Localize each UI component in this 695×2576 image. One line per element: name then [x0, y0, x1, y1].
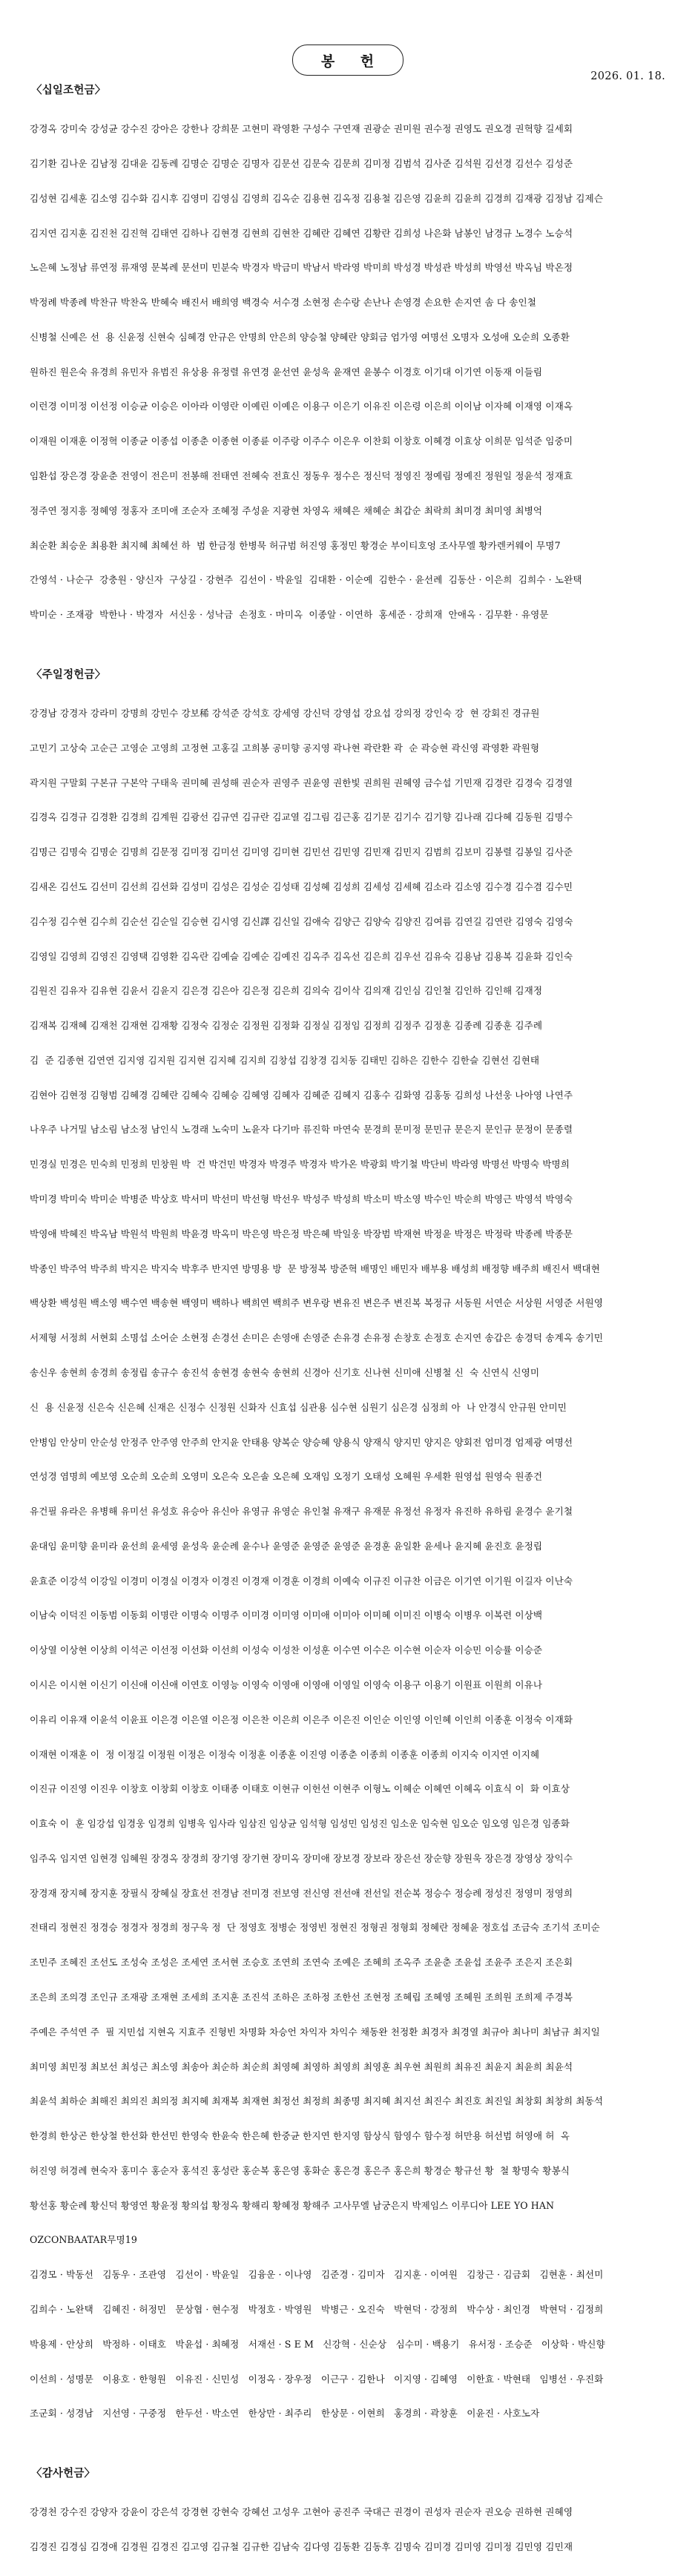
- name-row: 최윤석 최하순 최해진 최의진 최의정 최지혜 최재복 최재현 최정선 최정희 최종명 최지혜 최지선 최진수 최진호 최진일 최창회 최창희 최동석: [30, 2095, 603, 2107]
- name-row: 김기환 김나운 김남정 김대윤 김동례 김명순 김명순 김명자 김문선 김문숙 김문희 김미정 김범석 김사준 김석원 김선경 김선수 김성준: [30, 157, 573, 169]
- name-row: 임주옥 임지연 임현경 임혜원 장경옥 장경희 장기영 장기현 장미옥 장미애 장보경 장보라 장은선 장순향 장원욱 장은경 장영상 장익수: [30, 1852, 573, 1864]
- name-row: 조민주 조혜진 조선도 조성숙 조성은 조세연 조서현 조승호 조연희 조연숙 조예은 조혜희 조옥주 조윤춘 조윤섭 조윤주 조은지 조은회: [30, 1957, 573, 1969]
- name-row: 황선홍 황순례 황신덕 황영연 황윤정 황의섭 황정옥 황해리 황혜정 황해주 고사무엘 남궁은지 박제임스 이루디아 LEE YO HAN: [30, 2199, 555, 2211]
- name-row: 김 준 김종현 김연연 김지영 김지원 김지현 김지혜 김지희 김창섭 김창경 김치동 김태민 김하은 김한수 김한슬 김현선 김현태: [30, 1054, 540, 1066]
- name-row: 이효숙 이 훈 임강섭 임경웅 임경희 임병욱 임사라 임삼진 임상균 임석형 임성민 임성진 임소운 임숙현 임오순 임오영 임은경 임종화: [30, 1818, 570, 1830]
- section-heading: 〈감사헌금〉: [31, 2467, 96, 2480]
- section-tithe-offering: [30, 82, 665, 644]
- name-row: 이재원 이재훈 이정혁 이종균 이종섭 이종춘 이종현 이종륜 이주랑 이주수 이은우 이찬회 이창호 이혜경 이효상 이희문 임석준 임중미: [30, 435, 573, 447]
- name-row: 조군회 · 성경남 지선영 · 구중정 한두선 · 박소연 한상만 · 최주리 한상문 · 이현희 홍경희 · 곽창훈 이윤진 · 사호노자: [30, 2408, 540, 2419]
- name-row: 안병임 안상미 안순성 안정주 안주영 안주희 안지윤 안태용 양복순 양승혜 양용식 양재식 양지민 양지은 양회전 엄미경 엄제광 여명선: [30, 1436, 573, 1448]
- name-row: 곽지원 구말회 구본규 구본악 구태욱 권미혜 권성해 권순자 권영주 권윤영 권한빛 권희원 권혜영 금수섭 기민재 김경란 김경숙 김경열: [30, 777, 573, 788]
- name-row: 연성경 염명희 예보영 오순희 오순희 오영미 오은숙 오은솔 오은혜 오재임 오정기 오태성 오혜원 우세환 원영섭 원영숙 원종건: [30, 1471, 543, 1483]
- name-row: 김명근 김명숙 김명순 김명희 김문정 김미정 김미선 김미영 김미현 김민선 김민영 김민재 김민지 김범희 김보미 김봉렬 김봉일 김사준: [30, 846, 573, 858]
- section-heading: 〈십일조헌금〉: [31, 84, 106, 96]
- name-row: 김경모 · 박동선 김동우 · 조관영 김선이 · 박윤일 김융운 · 이나영 김준경 · 김미자 김지훈 · 이여원 김창근 · 김금회 김현훈 · 최선미: [30, 2269, 604, 2281]
- name-row: 김원진 김유자 김유현 김윤서 김윤지 김은경 김은아 김은정 김은희 김의숙 김이삭 김의재 김인심 김인철 김인하 김인해 김재정: [30, 985, 543, 997]
- name-row: 조은희 조의경 조인규 조재광 조재현 조세희 조지훈 조진석 조하은 조하정 조한선 조현정 조혜립 조혜영 조혜원 조희원 조희제 주경복: [30, 1992, 573, 2003]
- document-header: [30, 0, 665, 82]
- name-row: 박종인 박주억 박주희 박지은 박지숙 박후주 반지연 방명용 방 문 방정복 방준혁 배명인 배민자 배부용 배성희 배정향 배주희 배진서 백대현: [30, 1262, 600, 1274]
- name-list-sunday: [30, 685, 665, 2442]
- name-row: 신 용 신윤정 신은숙 신은혜 신재은 신정수 신정원 신화자 신효섭 심관용 심수현 심원기 심은경 심정희 아 나 안경식 안규원 안미민: [30, 1401, 567, 1413]
- name-row: 주예은 주석연 주 필 지민섭 지현옥 지효주 진형빈 차명화 차승언 차익자 차익수 채동완 천정환 최경자 최경열 최규아 최나미 최남규 최지일: [30, 2026, 600, 2038]
- section-spacer: [30, 644, 665, 656]
- name-row: 박정례 박종례 박찬규 박찬옥 반혜숙 배진서 배희영 백경숙 서수경 소현정 손수랑 손난나 손영경 손요한 손지연 솜 다 송인철: [30, 297, 537, 309]
- name-row: 박미순 · 조재광 박한나 · 박경자 서신웅 · 성낙금 손정호 · 마미옥 이종알 · 이연하 홍세준 · 강희재 안애옥 · 김무환 · 유영문: [30, 609, 549, 621]
- name-row: 서제형 서정희 서현회 소명섭 소어순 소현정 손경선 손미은 손영애 손영준 손유경 손유정 손창호 손정호 손지연 송갑은 송경덕 송계옥 송기민: [30, 1332, 603, 1344]
- name-row: 이선희 · 성명문 이용호 · 한형원 이유진 · 신민성 이정옥 · 장우정 이근구 · 김한나 이지영 · 김혜영 이한효 · 박현태 임병선 · 우진화: [30, 2373, 604, 2385]
- name-row: 강경남 강경자 강라미 강명희 강민수 강보稀 강석준 강석호 강세영 강신덕 강영섭 강요섭 강의정 강인숙 강 현 강회진 경규원: [30, 708, 540, 719]
- name-row: 이유리 이유재 이윤석 이윤표 이은경 이은열 이은정 이은찬 이은희 이은주 이은진 이인순 이인영 이인혜 이인희 이종훈 이정숙 이재화: [30, 1713, 573, 1725]
- name-row: 이진규 이진영 이진우 이창호 이창회 이창호 이태종 이태호 이현규 이헌선 이현주 이형노 이혜순 이혜연 이혜옥 이효식 이 화 이효상: [30, 1783, 570, 1795]
- name-row: 간영석 · 나순구 강충원 · 양신자 구상길 · 강현주 김선이 · 박윤일 김대환 · 이순예 김한수 · 윤선례 김동산 · 이은희 김희수 · 노완택: [30, 574, 582, 586]
- name-row: 신병철 신예은 선 용 신윤정 신현숙 심혜경 안규은 안명희 안은희 양승철 양혜란 양회금 엄가영 여명선 오명자 오성애 오순희 오종환: [30, 331, 570, 343]
- section-heading: 〈주일정헌금〉: [31, 668, 106, 681]
- name-row: 나우주 나거밀 남소림 남소정 남인식 노경래 노숙미 노윤자 다기마 류진학 마연숙 문경희 문미정 문민규 문은지 문인규 문정이 문종렬: [30, 1124, 573, 1136]
- name-row: 김현아 김현정 김형범 김혜경 김혜란 김혜숙 김혜승 김혜영 김혜자 김혜준 김혜지 김홍수 김화영 김홍동 김희성 나선웅 나아영 나연주: [30, 1089, 573, 1101]
- name-row: OZCONBAATAR무명19: [30, 2234, 137, 2246]
- name-row: 강경옥 강미숙 강성균 강수진 강아은 강한나 강희문 고현미 곽영환 구성수 구연재 권광순 권미원 권수정 권영도 권오경 권혁향 길세회: [30, 123, 573, 135]
- name-row: 이시은 이시현 이신기 이신애 이신애 이연호 이영능 이영숙 이영애 이영애 이영일 이영숙 이용구 이용기 이원표 이원희 이유나: [30, 1679, 543, 1690]
- name-row: 허진영 허경례 현숙자 홍미수 홍순자 홍석진 홍성란 홍순복 홍은영 홍화순 홍은경 홍은주 홍은희 황경순 황규선 황 철 황명숙 황봉식: [30, 2164, 570, 2176]
- name-row: 김성현 김세훈 김소영 김수화 김시후 김영미 김영심 김영희 김옥순 김용현 김옥정 김용철 김은영 김윤희 김윤희 김경희 김재광 김정남 김제슨: [30, 192, 603, 204]
- name-row: 임환섭 장은경 장윤춘 전영이 전은미 전봉해 전태연 전혜숙 전효신 정동우 정수은 정신덕 정영진 정예림 정예진 정원일 정윤석 정재효: [30, 470, 573, 481]
- name-row: 김수정 김수현 김수희 김순선 김순일 김승현 김시영 김신譯 김신일 김애숙 김양근 김양숙 김양진 김여름 김연길 김연란 김영숙 김영숙: [30, 915, 573, 927]
- name-row: 이상열 이상현 이상희 이석곤 이선정 이선화 이선희 이성숙 이성찬 이성훈 이수연 이수은 이수현 이순자 이승민 이승률 이승준: [30, 1644, 543, 1656]
- section-thanksgiving-offering: [30, 2465, 665, 2576]
- name-row: 박미경 박미숙 박미순 박병준 박상호 박서미 박선미 박선형 박선우 박성주 박성희 박소미 박소영 박수인 박순희 박영근 박영석 박영숙: [30, 1193, 573, 1205]
- name-row: 민경실 민경은 민숙희 민정희 민창원 박 건 박건민 박경자 박경주 박경자 박가온 박광회 박기철 박단비 박라영 박명선 박명숙 박명희: [30, 1159, 570, 1170]
- page-title: 봉 헌: [292, 45, 404, 76]
- document-date: 2026. 01. 18.: [590, 70, 665, 82]
- name-row: 이재현 이재훈 이 정 이정길 이정원 이정은 이정숙 이정훈 이종훈 이진영 이종춘 이종희 이종훈 이종희 이지숙 이지연 이지혜: [30, 1748, 540, 1760]
- name-row: 김경옥 김경규 김경환 김경희 김계원 김광선 김규연 김규란 김교열 김그림 김근홍 김기문 김기수 김기향 김나래 김다혜 김동원 김명수: [30, 811, 573, 823]
- name-row: 김영일 김영희 김영진 김영택 김영환 김옥란 김예슬 김예순 김예진 김옥주 김옥선 김은희 김우선 김유숙 김용남 김용복 김윤화 김인숙: [30, 950, 573, 962]
- name-row: 유건필 유라은 유병해 유미선 유성호 유승아 유신아 유영규 유영순 유인철 유재구 유재문 유정선 유정자 유진하 유하림 윤경수 윤기철: [30, 1506, 573, 1518]
- name-list-thanksgiving: [30, 2483, 665, 2576]
- name-row: 장경재 장지혜 장지훈 장필식 장혜실 장효선 전경남 전미경 전보영 전신영 전선애 전선일 전순복 정승수 정승례 정성진 정영미 정영희: [30, 1887, 573, 1899]
- name-row: 윤대임 윤미향 윤미라 윤선희 윤세영 윤성욱 윤순례 윤수나 윤영준 윤영준 윤영준 윤경훈 윤일환 윤세나 윤지혜 윤진호 윤정립: [30, 1540, 543, 1552]
- name-row: 전태리 정현진 정경승 정경자 정경희 정구욱 정 단 정영호 정병순 정영빈 정현진 정형권 정형회 정혜란 정혜윤 정호섭 조금숙 조기석 조미순: [30, 1922, 600, 1934]
- name-row: 최순환 최승운 최용환 최지혜 최혜선 하 범 한금정 한병묵 허규범 허진영 홍정민 황경순 부이티호엉 조사무엘 황카렌커웨이 무명7: [30, 539, 561, 551]
- name-row: 강경천 강수진 강양자 강윤이 강은석 강경현 강현숙 강혜선 고성우 고현아 공진주 국대근 권경이 권성자 권순자 권오승 권하현 권혜영: [30, 2506, 573, 2518]
- section-sunday-offering: [30, 666, 665, 2442]
- name-row: 송신우 송현희 송경희 송정립 송규수 송진석 송현경 송현숙 송현희 신경아 신기호 신나현 신미애 신병철 신 숙 신연식 신영미: [30, 1366, 540, 1378]
- name-row: 노은혜 노정남 류연정 류재영 문복례 문선미 민분숙 박경자 박금미 박남서 박라영 박미희 박성경 박성관 박성희 박영선 박옥님 박온정: [30, 262, 573, 274]
- name-row: 백상환 백성원 백소영 백수연 백송현 백영미 백하나 백희연 백희주 변우랑 변유진 변은주 변진복 복정규 서동원 서연순 서상원 서영준 서원영: [30, 1297, 603, 1309]
- name-list-tithe: [30, 100, 665, 644]
- name-row: 한경희 한상곤 한상철 한선화 한선민 한영숙 한윤숙 한은혜 한중균 한지연 한지영 함상식 함영수 함수정 허만용 허선범 허영애 허 옥: [30, 2130, 570, 2142]
- section-spacer: [30, 2442, 665, 2454]
- name-row: 최미영 최민정 최보선 최성근 최소영 최송아 최순하 최순희 최영혜 최영하 최영희 최영훈 최우현 최원희 최유진 최윤지 최윤희 최윤석: [30, 2061, 573, 2072]
- name-row: 정주연 정지흥 정혜영 정홍자 조미애 조순자 조혜정 주성윤 지광현 차영옥 채혜은 채혜순 최갑순 최락희 최미경 최미영 최병억: [30, 504, 543, 516]
- name-row: 원하진 원은숙 유경희 유민자 유범진 유상용 유정렬 유연경 윤선연 윤성욱 윤재연 윤봉수 이경호 이기대 이기연 이동재 이들림: [30, 366, 543, 378]
- name-row: 김경진 김경심 김경애 김경원 김경진 김고영 김규철 김규한 김남숙 김다영 김동환 김동후 김명숙 김미경 김미영 김미정 김민영 김민재: [30, 2541, 573, 2553]
- name-row: 이런경 이미정 이선정 이승균 이승은 이아라 이영란 이예린 이예은 이용구 이은기 이유진 이은령 이은희 이이남 이자혜 이재영 이재옥: [30, 401, 573, 412]
- name-row: 김새온 김선도 김선미 김선희 김선화 김성미 김성은 김성순 김성태 김성혜 김성희 김세성 김세혜 김소라 김소영 김수경 김수겸 김수민: [30, 881, 573, 892]
- name-row: 김희수 · 노완택 김혜진 · 허정민 문상협 · 현수정 박정호 · 박영원 박병근 · 오진숙 박현덕 · 강정희 박수상 · 최인경 박현덕 · 김정희: [30, 2304, 604, 2316]
- name-row: 고민기 고상숙 고순근 고영순 고영희 고정현 고홍길 고희봉 공미향 공지영 곽나현 곽란환 곽 순 곽승현 곽신영 곽영환 곽원형: [30, 742, 540, 754]
- name-row: 박영애 박혜진 박옥남 박원석 박원희 박윤경 박옥미 박은영 박은정 박은혜 박일웅 박장범 박재현 박정윤 박정은 박정락 박종례 박종문: [30, 1228, 573, 1239]
- name-row: 박용제 · 안상희 박정하 · 이태호 박윤섭 · 최혜정 서재선 · S E M 신강혁 · 신순상 심수미 · 백용기 유서정 · 조승준 이상학 · 박신향: [30, 2338, 605, 2350]
- name-row: 김지연 김지훈 김진천 김진혁 김태연 김하나 김현경 김현희 김현찬 김혜란 김혜연 김황란 김희성 나은화 남봉인 남경규 노경수 노승석: [30, 227, 573, 239]
- name-row: 김재복 김재혜 김재천 김재현 김재황 김정숙 김정순 김정원 김정화 김정실 김정임 김정희 김정주 김정훈 김종례 김종훈 김주례: [30, 1020, 543, 1032]
- name-row: 윤효준 이강석 이강일 이경미 이경실 이경자 이경진 이경재 이경훈 이경희 이예숙 이규진 이규찬 이금은 이기연 이기원 이길자 이난숙: [30, 1575, 573, 1587]
- name-row: 이남숙 이덕진 이동범 이동회 이명란 이명숙 이명주 이미경 이미영 이미애 이미아 이미혜 이미진 이병숙 이병우 이복련 이상백: [30, 1610, 543, 1621]
